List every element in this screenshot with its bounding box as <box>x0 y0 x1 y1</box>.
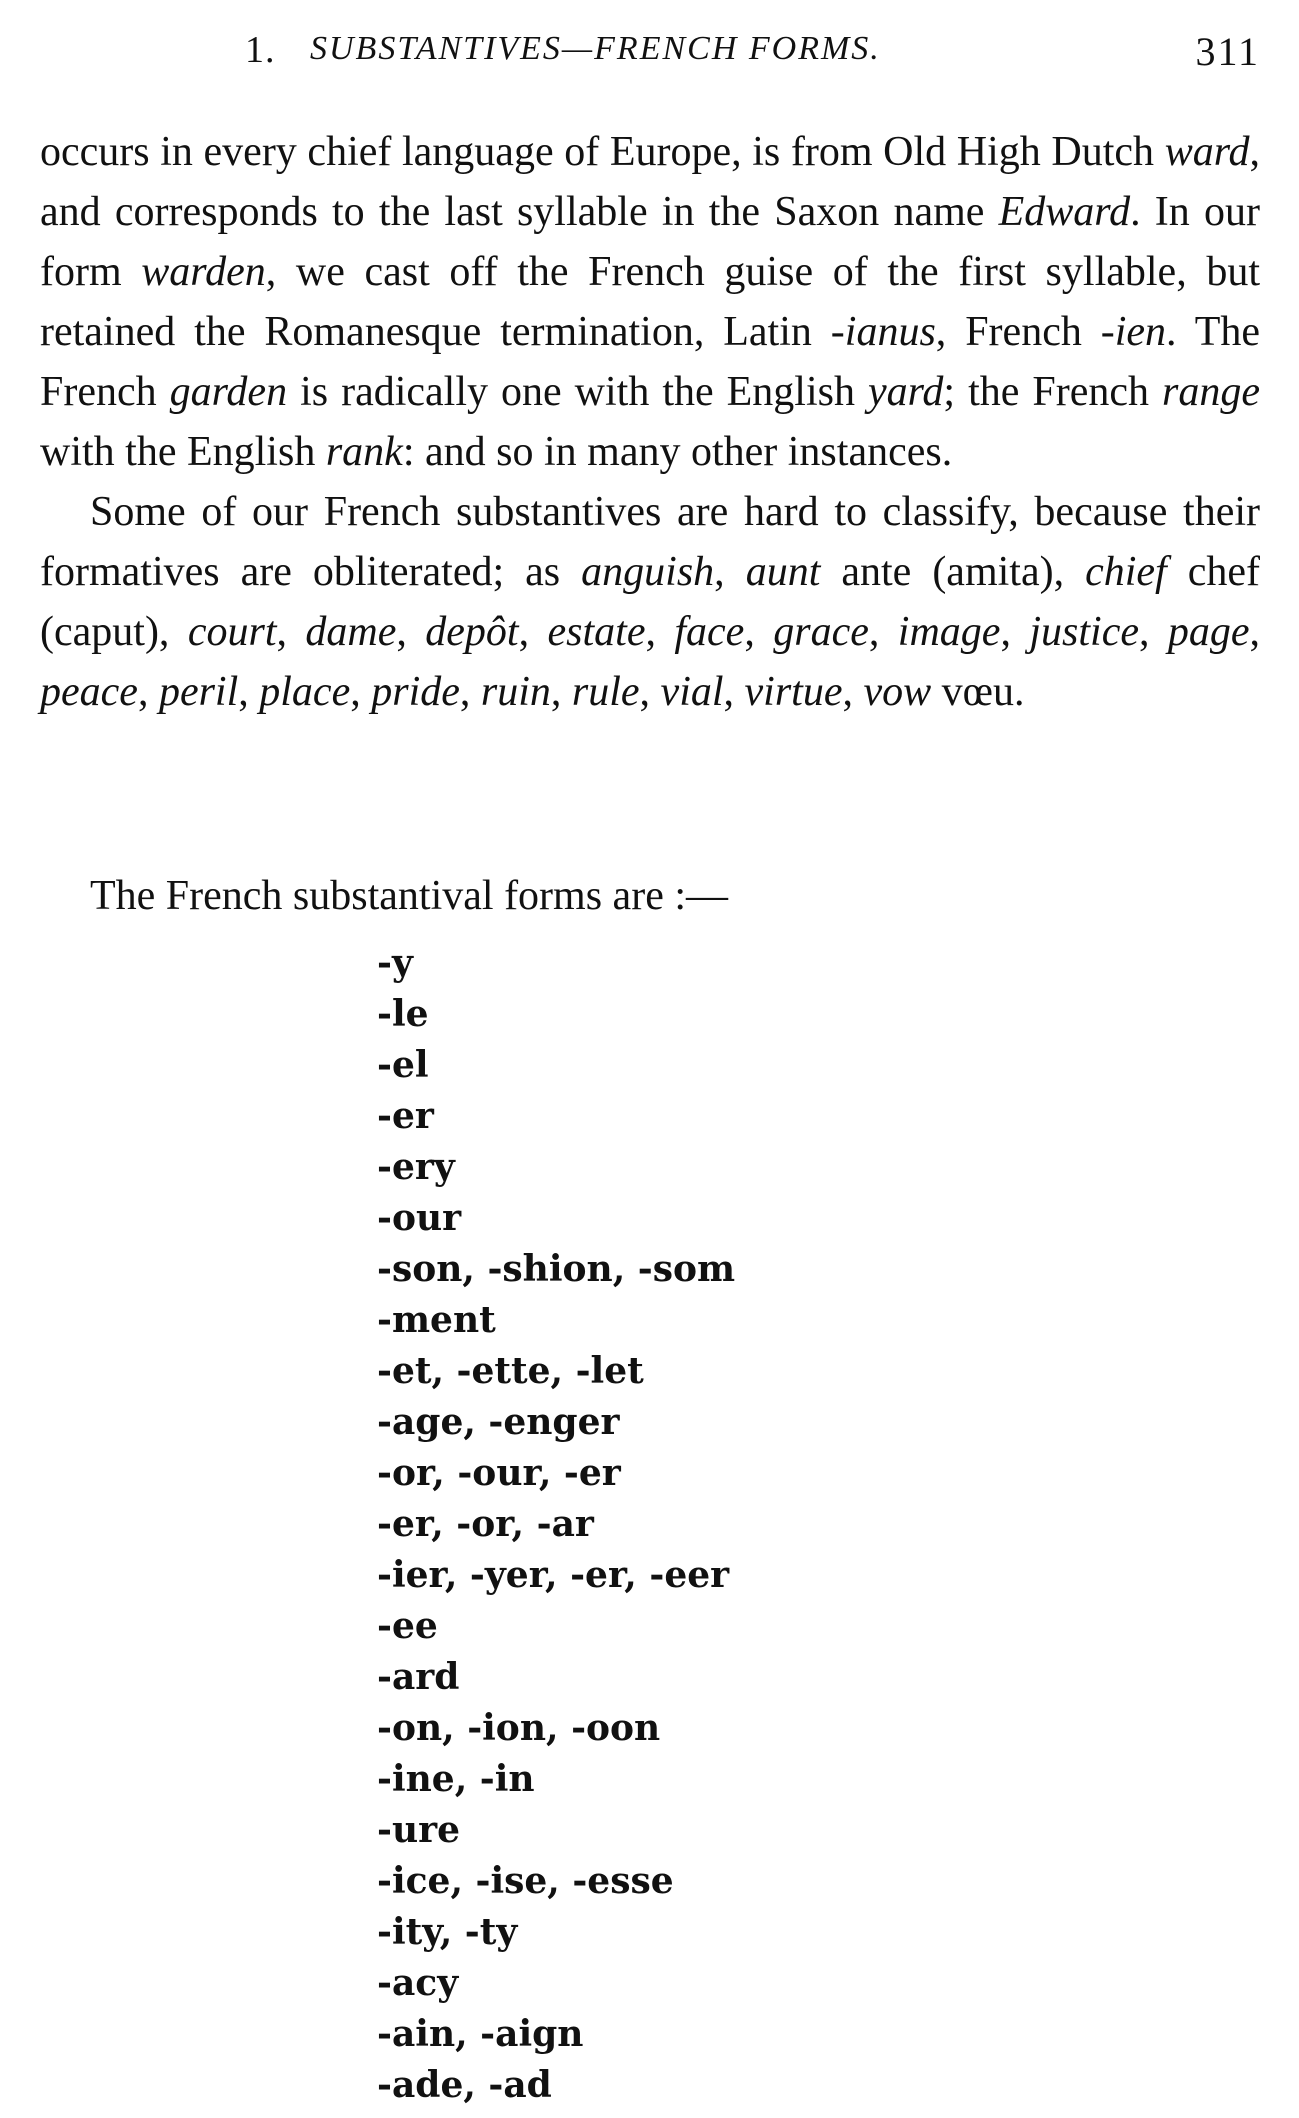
form-item: -ure <box>377 1809 460 1851</box>
text-run: , <box>868 609 898 655</box>
italic-term: grace <box>773 609 869 655</box>
text-run: with the English <box>40 429 326 475</box>
italic-term: yard <box>867 369 944 415</box>
form-item: -ment <box>377 1299 496 1341</box>
body-text <box>40 122 1260 722</box>
text-run: occurs in every chief language of Europe, is from Old High Dutch <box>40 129 1165 175</box>
text-run: is radically one with the English <box>287 369 868 415</box>
running-head-title: SUBSTANTIVES—FRENCH FORMS. <box>310 30 881 67</box>
italic-term: range <box>1162 369 1261 415</box>
italic-term: virtue <box>744 669 843 715</box>
italic-term: -ien <box>1100 309 1167 355</box>
text-run: vœu. <box>931 669 1025 715</box>
italic-term: vial <box>660 669 724 715</box>
text-run: ante (amita), <box>820 549 1086 595</box>
text-run: ; the French <box>943 369 1163 415</box>
substantival-forms-list <box>377 938 735 2111</box>
text-run: . The French <box>40 309 1260 415</box>
form-item: -et, -ette, -let <box>377 1350 644 1392</box>
italic-term: ward <box>1164 129 1250 175</box>
form-item: -y <box>377 942 413 984</box>
italic-term: peril <box>158 669 239 715</box>
italic-term: vow <box>863 669 932 715</box>
italic-term: court <box>187 609 277 655</box>
italic-term: Edward <box>998 189 1131 235</box>
italic-term: dame <box>305 609 397 655</box>
text-run: , we cast off the French guise of the first syllable, but retained the Romanesque termination, Latin <box>40 249 1260 355</box>
italic-term: place <box>259 669 351 715</box>
text-run: , <box>238 669 260 715</box>
form-item: -acy <box>377 1962 459 2004</box>
italic-term: image <box>897 609 1001 655</box>
text-run: , <box>1138 609 1168 655</box>
italic-term: estate <box>547 609 646 655</box>
text-run: chef (caput), <box>40 549 1261 655</box>
form-item: -ine, -in <box>377 1758 535 1800</box>
italic-term: anguish <box>581 549 715 595</box>
text-run: , <box>350 669 372 715</box>
text-run: , <box>276 609 306 655</box>
text-run: , <box>550 669 572 715</box>
text-run: , <box>1249 609 1261 655</box>
text-run: , and corresponds to the last syllable in the Saxon name <box>40 129 1260 235</box>
italic-term: warden <box>141 249 266 295</box>
italic-term: ruin <box>480 669 551 715</box>
text-run: , <box>137 669 159 715</box>
form-item: -age, -enger <box>377 1401 620 1443</box>
text-run: , <box>639 669 661 715</box>
form-item: -er <box>377 1095 434 1137</box>
running-head <box>40 28 1260 78</box>
form-item: -ain, -aign <box>377 2013 584 2055</box>
forms-intro-line: The French substantival forms are :— <box>90 873 728 919</box>
page-number: 311 <box>1195 29 1260 74</box>
text-run: , <box>396 609 426 655</box>
form-item: -or, -our, -er <box>377 1452 621 1494</box>
italic-term: aunt <box>745 549 821 595</box>
text-run: , <box>518 609 548 655</box>
text-run: , <box>714 549 746 595</box>
form-item: -ity, -ty <box>377 1911 518 1953</box>
italic-term: garden <box>169 369 288 415</box>
form-item: -ee <box>377 1605 438 1647</box>
form-item: -our <box>377 1197 462 1239</box>
italic-term: page <box>1167 609 1250 655</box>
form-item: -ier, -yer, -er, -eer <box>377 1554 730 1596</box>
italic-term: rule <box>571 669 640 715</box>
form-item: -on, -ion, -oon <box>377 1707 661 1749</box>
italic-term: depôt <box>425 609 519 655</box>
form-item: -le <box>377 993 429 1035</box>
form-item: -ice, -ise, -esse <box>377 1860 674 1902</box>
paragraph-continuation <box>40 122 1260 482</box>
paragraph-classification <box>40 482 1260 722</box>
text-run: Some of our French substantives are hard to classify, because their formatives are obliterated; as <box>40 489 1260 595</box>
text-run: , <box>459 669 481 715</box>
italic-term: -ianus <box>830 309 936 355</box>
form-item: -son, -shion, -som <box>377 1248 736 1290</box>
text-run: , <box>744 609 774 655</box>
text-run: : and so in many other instances. <box>402 429 953 475</box>
text-run: . In our form <box>40 189 1260 295</box>
form-item: -el <box>377 1044 429 1086</box>
italic-term: pride <box>371 669 460 715</box>
form-item: -ery <box>377 1146 455 1188</box>
text-run: , <box>645 609 675 655</box>
text-run: , French <box>935 309 1101 355</box>
form-item: -ade, -ad <box>377 2064 552 2106</box>
section-number: 1. <box>245 29 276 71</box>
text-run: , <box>723 669 745 715</box>
italic-term: peace <box>40 669 138 715</box>
italic-term: chief <box>1085 549 1167 595</box>
italic-term: face <box>674 609 745 655</box>
text-run: , <box>842 669 864 715</box>
form-item: -er, -or, -ar <box>377 1503 594 1545</box>
italic-term: rank <box>325 429 403 475</box>
form-item: -ard <box>377 1656 460 1698</box>
italic-term: justice <box>1029 609 1139 655</box>
text-run: , <box>1000 609 1030 655</box>
